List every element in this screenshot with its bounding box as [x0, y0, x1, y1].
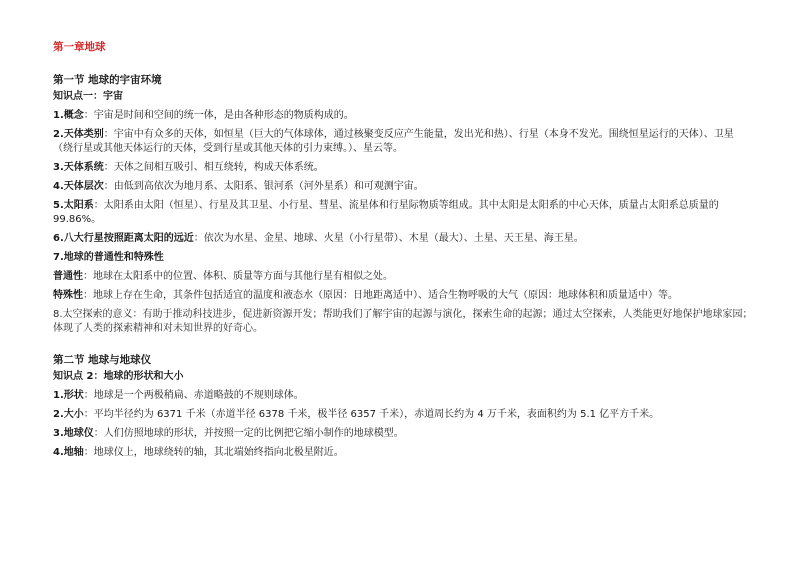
list-item — [53, 161, 753, 175]
item-key: 天体系统 — [63, 162, 104, 173]
item-text: ：地球是一个两极稍扁、赤道略鼓的不规则球体。 — [83, 390, 304, 401]
document-body — [53, 40, 753, 465]
item-key: 大小 — [63, 409, 84, 420]
item-text: ：地球上存在生命，其条件包括适宜的温度和液态水（原因：日地距离适中）、适合生物呼吸的大气（原因：地球体积和质量适中）等。 — [83, 290, 678, 301]
item-number: 3. — [53, 162, 64, 173]
knowledge-point-heading: 知识点 2：地球的形状和大小 — [53, 371, 184, 382]
item-number: 3. — [53, 428, 64, 439]
item-key: 形状 — [63, 390, 84, 401]
list-item — [53, 289, 753, 303]
list-item — [53, 308, 753, 336]
item-text: 8.太空探索的意义：有助于推动科技进步，促进新资源开发；帮助我们了解宇宙的起源与演化，探索生命的起源；通过太空探索，人类能更好地保护地球家园；体现了人类的探索精神和对未知世界的好奇心。 — [53, 309, 753, 334]
list-item — [53, 109, 753, 123]
list-item — [53, 408, 753, 422]
item-number: 1. — [53, 110, 64, 121]
item-number: 2. — [53, 129, 64, 140]
chapter-title: 第一章地球 — [53, 41, 106, 53]
item-text: ：太阳系由太阳（恒星）、行星及其卫星、小行星、彗星、流星体和行星际物质等组成。其中太阳是太阳系的中心天体，质量占太阳系总质量的 99.86%。 — [53, 200, 719, 225]
item-text: ：地球在太阳系中的位置、体积、质量等方面与其他行星有相似之处。 — [83, 271, 393, 282]
list-item — [53, 180, 753, 194]
item-text: ：宇宙中有众多的天体，如恒星（巨大的气体球体，通过核聚变反应产生能量，发出光和热）、行星（本身不发光。围绕恒星运行的天体）、卫星（绕行星或其他天体运行的天体，受到行星或其他天体的引力束缚。）、星云等。 — [53, 129, 734, 154]
item-number: 2. — [53, 409, 64, 420]
list-item — [53, 427, 753, 441]
item-number: 5. — [53, 200, 64, 211]
list-item — [53, 232, 753, 246]
item-key: 概念 — [63, 110, 84, 121]
item-text: ：人们仿照地球的形状，并按照一定的比例把它缩小制作的地球模型。 — [93, 428, 404, 439]
item-text: ：平均半径约为 6371 千米（赤道半径 6378 千米，极半径 6357 千米），赤道周长约为 4 万千米，表面积约为 5.1 亿平方千米。 — [83, 409, 660, 420]
list-item — [53, 251, 753, 265]
item-key: 八大行星按照距离太阳的远近 — [63, 233, 194, 244]
item-key: 天体类别 — [63, 129, 104, 140]
section-spacer — [53, 341, 753, 353]
item-text: ：宇宙是时间和空间的统一体，是由各种形态的物质构成的。 — [83, 110, 354, 121]
section-title: 第一节 地球的宇宙环境 — [53, 74, 162, 86]
item-number: 6. — [53, 233, 64, 244]
item-number: 4. — [53, 447, 64, 458]
item-text: ：地球仪上，地球绕转的轴，其北端始终指向北极星附近。 — [83, 447, 344, 458]
item-key: 特殊性 — [53, 290, 83, 301]
item-key: 天体层次 — [63, 181, 104, 192]
list-item — [53, 389, 753, 403]
item-key: 地球仪 — [63, 428, 94, 439]
knowledge-point-heading: 知识点一：宇宙 — [53, 91, 123, 102]
list-item — [53, 199, 753, 227]
item-number: 1. — [53, 390, 64, 401]
section-title: 第二节 地球与地球仪 — [53, 354, 152, 366]
item-key: 普通性 — [53, 271, 83, 282]
list-item — [53, 128, 753, 156]
item-number: 4. — [53, 181, 64, 192]
list-item — [53, 270, 753, 284]
item-key: 太阳系 — [63, 200, 94, 211]
item-number: 7. — [53, 252, 64, 263]
item-key: 地球的普通性和特殊性 — [63, 252, 164, 263]
item-text: ：天体之间相互吸引、相互绕转，构成天体系统。 — [103, 162, 324, 173]
item-key: 地轴 — [63, 447, 84, 458]
list-item — [53, 446, 753, 460]
item-text: ：由低到高依次为地月系、太阳系、银河系（河外星系）和可观测宇宙。 — [103, 181, 424, 192]
item-text: ：依次为水星、金星、地球、火星（小行星带）、木星（最大）、土星、天王星、海王星。 — [193, 233, 584, 244]
